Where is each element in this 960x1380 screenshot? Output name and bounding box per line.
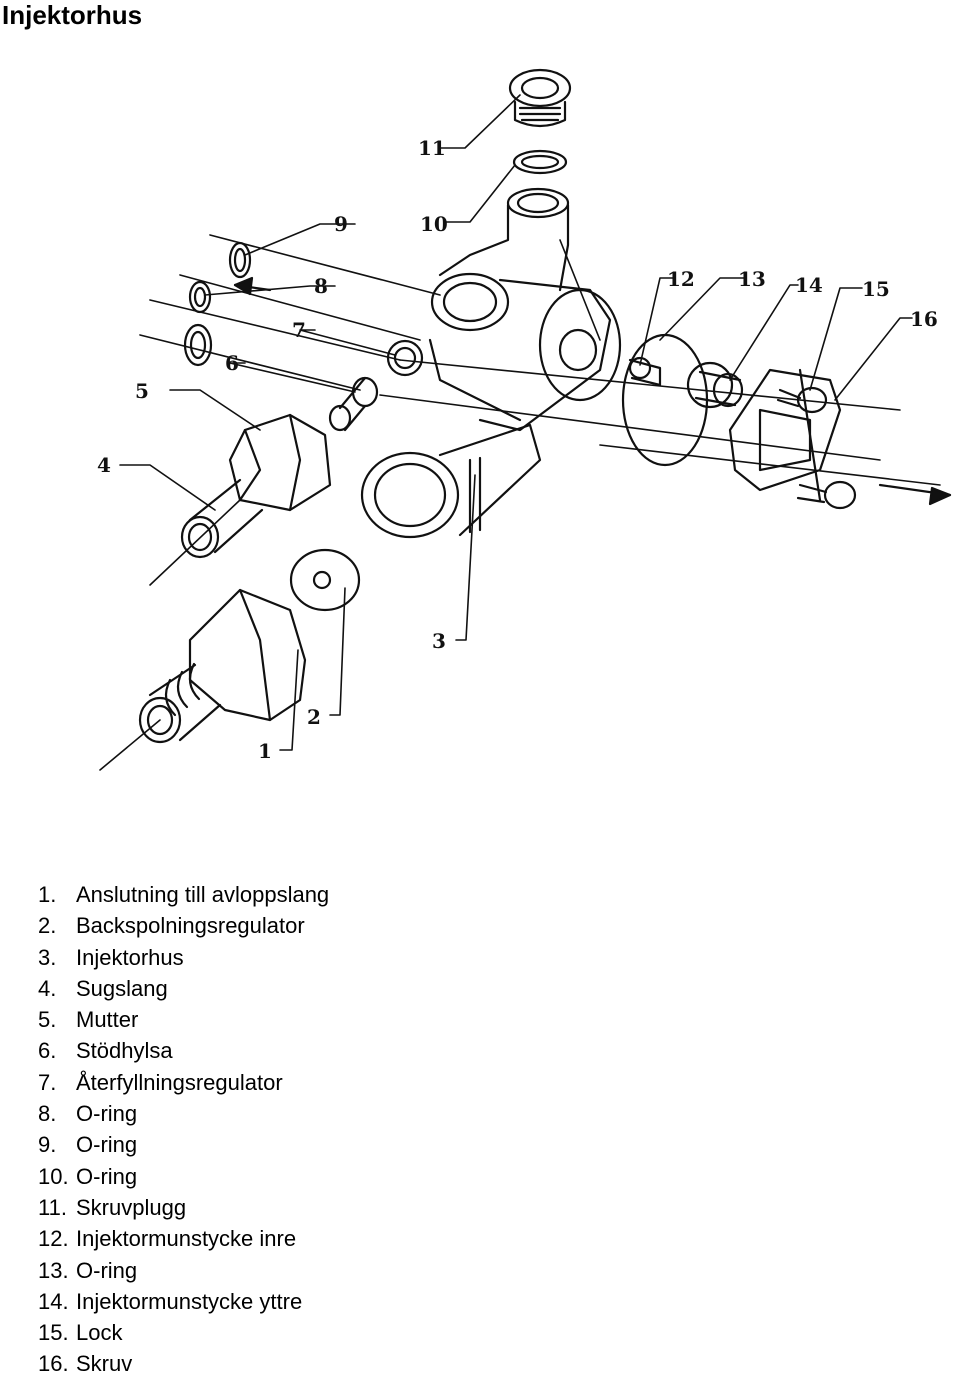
callout-16: 16 [910, 307, 938, 331]
legend-item [38, 1348, 329, 1379]
legend-item [38, 1255, 329, 1286]
nut-part-5 [230, 415, 330, 510]
o-ring-part-6-seat [185, 325, 211, 365]
legend-label: O-ring [76, 1257, 138, 1283]
legend-number: 10. [38, 1163, 69, 1189]
legend-number: 7. [38, 1069, 57, 1095]
callout-4: 4 [97, 453, 111, 477]
legend-item [38, 973, 329, 1004]
o-ring-part-10 [514, 151, 566, 173]
assembly-lines [100, 235, 940, 770]
callout-7: 7 [292, 318, 306, 342]
legend-number: 1. [38, 882, 57, 907]
legend-label: Skruv [76, 1351, 133, 1377]
legend-label: Sugslang [76, 975, 168, 1001]
drain-connection-part-1 [140, 590, 305, 742]
callout-12: 12 [667, 267, 695, 291]
callout-5: 5 [135, 379, 149, 403]
legend-number: 16. [38, 1351, 69, 1377]
legend-item [38, 1035, 329, 1066]
legend-item [38, 1317, 329, 1348]
legend-number: 3. [38, 944, 57, 970]
legend-number: 15. [38, 1320, 69, 1346]
legend-label: Injektormunstycke yttre [76, 1288, 303, 1314]
cap-part-15 [730, 370, 840, 500]
legend-item [38, 1098, 329, 1129]
legend-number: 14. [38, 1288, 69, 1314]
callout-10: 10 [420, 212, 448, 236]
page-title: Injektorhus [2, 0, 143, 30]
o-ring-part-8 [190, 282, 210, 312]
legend-item [38, 1286, 329, 1317]
callout-13: 13 [738, 267, 766, 291]
legend-number: 6. [38, 1038, 57, 1064]
callout-11: 11 [418, 136, 446, 160]
legend-label: Mutter [76, 1007, 139, 1033]
legend-label: Injektorhus [76, 944, 184, 970]
legend-number: 9. [38, 1132, 57, 1158]
legend-label: O-ring [76, 1132, 138, 1158]
exploded-view-diagram [0, 40, 960, 830]
legend-label: Anslutning till avloppslang [76, 882, 330, 907]
legend-number: 8. [38, 1101, 57, 1127]
legend-label: Backspolningsregulator [76, 913, 305, 939]
backwash-washer-part-2 [291, 550, 359, 610]
legend-item [38, 879, 329, 910]
callout-3: 3 [432, 629, 446, 653]
legend-item [38, 910, 329, 941]
legend-item [38, 1004, 329, 1035]
legend-number: 2. [38, 913, 57, 939]
callout-9: 9 [334, 212, 348, 236]
legend-number: 12. [38, 1226, 69, 1252]
callout-2: 2 [307, 705, 321, 729]
screw-part-16-lower [798, 482, 855, 508]
legend-item [38, 1067, 329, 1098]
legend-label: O-ring [76, 1163, 138, 1189]
injector-body-part-3 [362, 189, 620, 537]
support-sleeve-part-6 [330, 378, 377, 430]
callout-15: 15 [862, 277, 890, 301]
callout-1: 1 [258, 739, 272, 763]
legend-label: Återfyllningsregulator [76, 1069, 283, 1095]
legend-number: 11. [38, 1194, 67, 1220]
legend-item [38, 1223, 329, 1254]
legend-number: 5. [38, 1007, 57, 1033]
legend-label: Stödhylsa [76, 1038, 173, 1064]
callout-8: 8 [314, 274, 328, 298]
o-ring-part-9 [230, 243, 250, 277]
legend-item [38, 1192, 329, 1223]
legend-label: Injektormunstycke inre [76, 1226, 297, 1252]
legend-item [38, 942, 329, 973]
nozzle-outer-part-14 [688, 363, 742, 407]
suction-tube-part-4 [182, 480, 262, 557]
legend-label: Lock [76, 1320, 123, 1346]
legend-item [38, 1129, 329, 1160]
legend-label: O-ring [76, 1101, 138, 1127]
callout-6: 6 [225, 351, 239, 375]
nozzle-inner-part-12 [630, 358, 660, 385]
callout-14: 14 [795, 273, 823, 297]
legend-number: 13. [38, 1257, 69, 1283]
legend-number: 4. [38, 975, 57, 1001]
screw-plug-part-11 [510, 70, 570, 126]
legend-label: Skruvplugg [76, 1194, 187, 1220]
legend-item [38, 1161, 329, 1192]
parts-legend [38, 879, 329, 1380]
